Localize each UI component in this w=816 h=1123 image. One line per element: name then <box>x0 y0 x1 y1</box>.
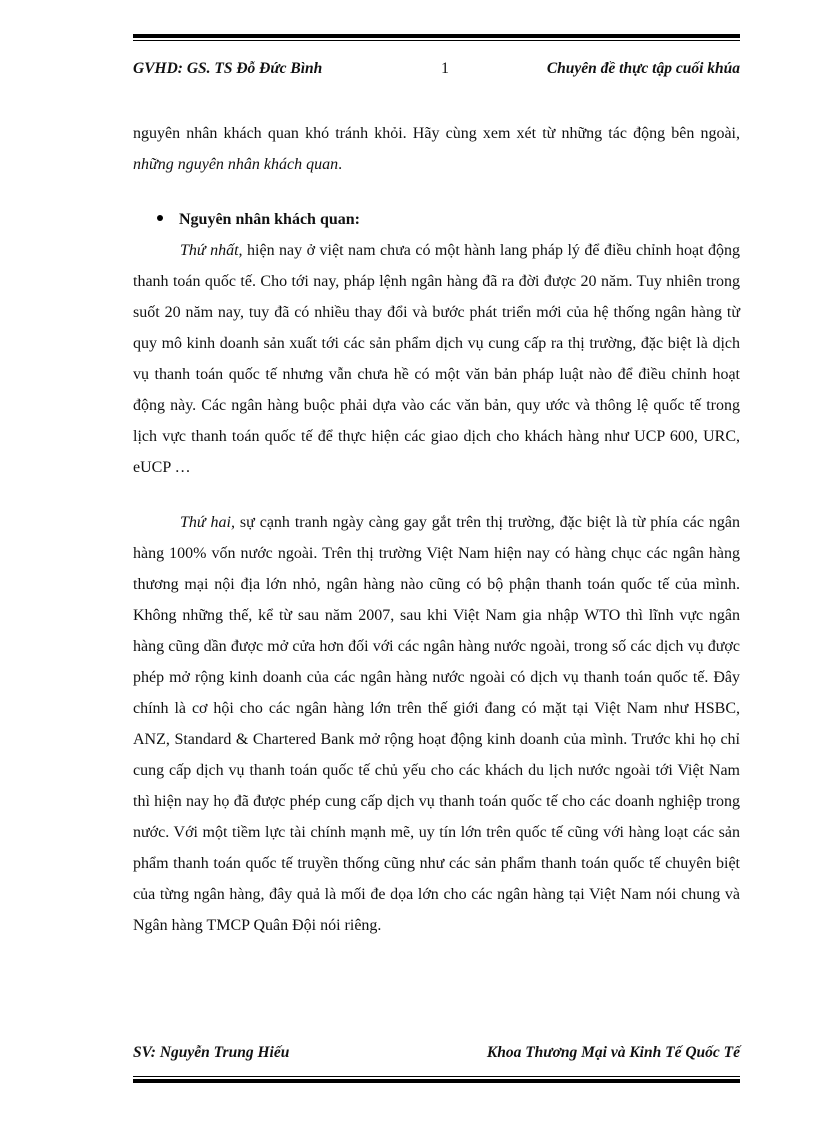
paragraph-second-reason <box>133 507 740 941</box>
footer-rule <box>133 1076 740 1083</box>
intro-text: nguyên nhân khách quan khó tránh khỏi. Hãy cùng xem xét từ những tác động bên ngoài, <box>133 125 740 142</box>
page-number: 1 <box>441 60 449 77</box>
bullet-heading: Nguyên nhân khách quan: <box>179 211 360 228</box>
footer-faculty: Khoa Thương Mại và Kinh Tế Quốc Tế <box>486 1044 740 1061</box>
header-supervisor: GVHD: GS. TS Đỗ Đức Bình <box>133 60 323 77</box>
intro-end: . <box>338 156 343 173</box>
page-footer <box>133 1044 740 1068</box>
intro-paragraph <box>133 118 740 180</box>
document-body <box>133 118 740 941</box>
bullet-dot-icon <box>157 215 163 221</box>
page-header <box>133 60 740 84</box>
header-document-title: Chuyên đề thực tập cuối khúa <box>546 60 740 77</box>
paragraph-first-reason <box>133 235 740 483</box>
footer-student: SV: Nguyễn Trung Hiếu <box>133 1044 290 1061</box>
intro-italic: những nguyên nhân khách quan <box>133 156 339 173</box>
header-rule <box>133 34 740 41</box>
second-reason-lead: Thứ hai, <box>180 514 235 531</box>
second-reason-text: sự cạnh tranh ngày càng gay gắt trên thị trường, đặc biệt là từ phía các ngân hàng 100% vốn nước ngoài. Trên thị trường Việt Nam hiện nay có hàng chục các ngân hàng thương mại nội địa lớn nhỏ, ngân hàng nào cũng có bộ phận thanh toán quốc tế của mình. Không những thế, kể từ sau năm 2007, sau khi Việt Nam gia nhập WTO thì lĩnh vực ngân hàng cũng dần được mở cửa hơn đối với các ngân hàng nước ngoài, trong số các dịch vụ được phép mở rộng kinh doanh của các ngân hàng nước ngoài có dịch vụ thanh toán quốc tế. Đây chính là cơ hội cho các ngân hàng lớn trên thế giới đang có mặt tại Việt Nam như HSBC, ANZ, Standard & Chartered Bank mở rộng hoạt động kinh doanh của mình. Trước khi họ chỉ cung cấp dịch vụ thanh toán quốc tế chủ yếu cho các khách du lịch nước ngoài tới Việt Nam thì hiện nay họ đã được phép cung cấp dịch vụ thanh toán quốc tế cho các doanh nghiệp trong nước. Với một tiềm lực tài chính mạnh mẽ, uy tín lớn trên quốc tế cũng với hàng loạt các sản phẩm thanh toán quốc tế truyền thống cũng như các sản phẩm thanh toán quốc tế chuyên biệt của từng ngân hàng, đây quả là mối đe dọa lớn cho các ngân hàng tại Việt Nam nói chung và Ngân hàng TMCP Quân Đội nói riêng. <box>133 514 740 934</box>
bullet-item <box>133 204 740 235</box>
first-reason-lead: Thứ nhất, <box>180 242 243 259</box>
first-reason-text: hiện nay ở việt nam chưa có một hành lang pháp lý để điều chỉnh hoạt động thanh toán quốc tế. Cho tới nay, pháp lệnh ngân hàng đã ra đời được 20 năm. Tuy nhiên trong suốt 20 năm nay, tuy đã có nhiều thay đổi và bước phát triển mới của hệ thống ngân hàng từ quy mô kinh doanh sản xuất tới các sản phẩm dịch vụ cung cấp ra thị trường, đặc biệt là dịch vụ thanh toán quốc tế nhưng vẫn chưa hề có một văn bản pháp luật nào để điều chỉnh hoạt động này. Các ngân hàng buộc phải dựa vào các văn bản, quy ước và thông lệ quốc tế trong lịch vực thanh toán quốc tế để thực hiện các giao dịch cho khách hàng như UCP 600, URC, eUCP … <box>133 242 740 476</box>
